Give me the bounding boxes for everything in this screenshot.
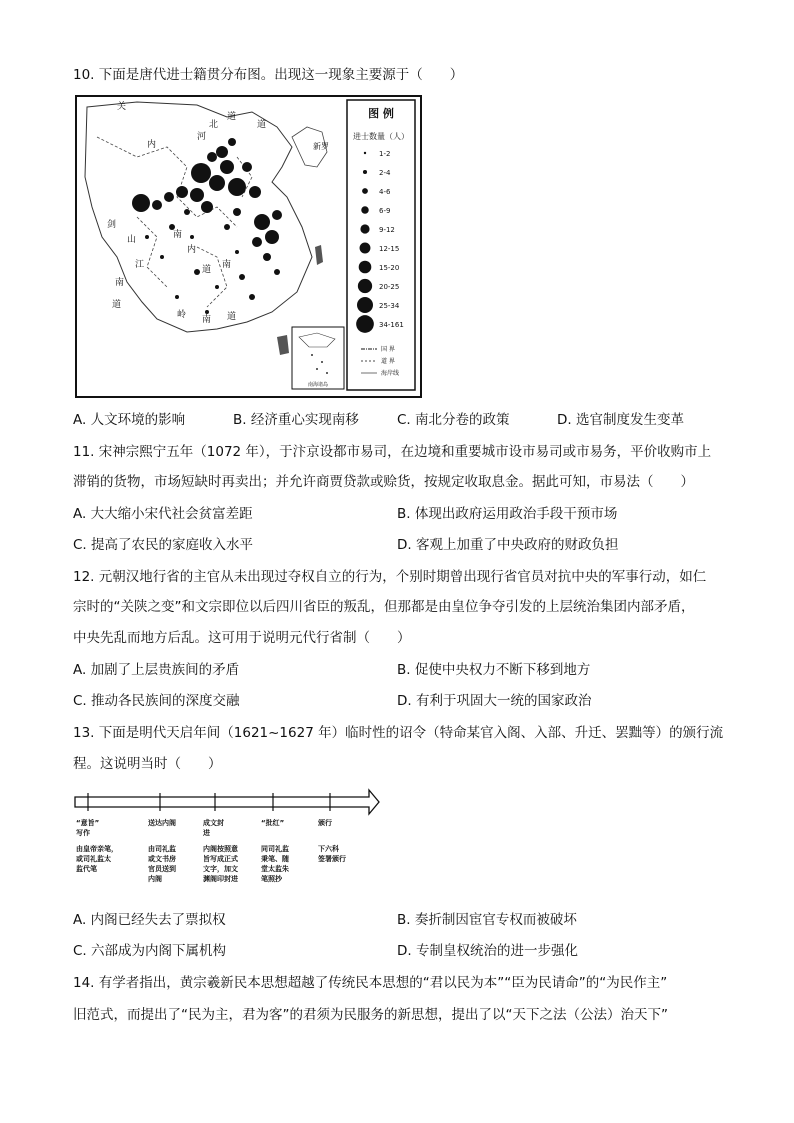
q13-line-1: 13. 下面是明代天启年间（1621~1627 年）临时性的诏令（特命某官入阁、入部、升迁、罢黜等）的颁行流 — [73, 725, 724, 741]
jinshi-dot — [176, 186, 188, 198]
hainan-island — [277, 335, 289, 355]
q12-option-c[interactable]: C. 推动各民族间的深度交融 — [73, 693, 240, 709]
jinshi-dots — [132, 138, 282, 314]
map-label-18: 南 — [202, 315, 212, 325]
jinshi-dot — [263, 253, 271, 261]
legend-dot — [360, 243, 371, 254]
q11-option-d[interactable]: D. 客观上加重了中央政府的财政负担 — [397, 537, 619, 553]
map-label-6: 道 — [257, 120, 267, 130]
jinshi-dot — [207, 152, 217, 162]
flow-step-desc: 或文书房 — [148, 855, 176, 863]
legend-title: 图 例 — [368, 107, 394, 120]
q10-option-d[interactable]: D. 选官制度发生变革 — [557, 412, 684, 428]
flow-step-desc: 或司礼监太 — [76, 855, 111, 863]
flow-step-title: “意旨” — [76, 819, 100, 827]
legend-dot — [364, 152, 366, 154]
legend-dot — [360, 224, 369, 233]
map-label-15: 道 — [202, 265, 212, 275]
legend-dot — [361, 206, 369, 214]
jinshi-dot — [252, 237, 262, 247]
flow-step-desc: 下六科 — [318, 845, 339, 853]
south-china-sea-inset — [292, 327, 344, 389]
map-svg — [77, 97, 420, 396]
line-legend-3: 海岸线 — [381, 370, 400, 377]
flow-arrow — [75, 790, 379, 814]
q12-line-1: 12. 元朝汉地行省的主官从未出现过夺权自立的行为，个别时期曾出现行省官员对抗中央的军事行动，如仁 — [73, 569, 707, 585]
flow-step-desc: 笔照抄 — [261, 875, 282, 883]
jinshi-dot — [242, 162, 252, 172]
jinshi-dot — [205, 310, 209, 314]
jinshi-dot — [249, 294, 255, 300]
map-label-13: 道 — [112, 300, 122, 310]
line-legend-2: 道 界 — [381, 358, 395, 365]
map-legend — [347, 100, 415, 390]
jinshi-dot — [228, 178, 246, 196]
map-label-14: 内 — [187, 245, 197, 255]
jinshi-dot — [132, 194, 150, 212]
jinshi-dot — [201, 201, 213, 213]
flow-step-title: “批红” — [261, 819, 285, 827]
legend-label: 1-2 — [379, 150, 391, 158]
jinshi-dot — [274, 269, 280, 275]
jinshi-dot — [160, 255, 164, 259]
q11-option-a[interactable]: A. 大大缩小宋代社会贫富差距 — [73, 506, 253, 522]
jinshi-dot — [164, 192, 174, 202]
flow-step-desc: 堂太监朱 — [261, 865, 289, 873]
jinshi-dot — [175, 295, 179, 299]
q13-option-c[interactable]: C. 六部成为内阁下属机构 — [73, 943, 227, 959]
legend-dot — [357, 297, 373, 313]
map-label-7: 新罗 — [313, 142, 329, 151]
q10-option-c[interactable]: C. 南北分卷的政策 — [397, 412, 510, 428]
jinshi-dot — [216, 146, 228, 158]
flow-step-title: 颁行 — [318, 819, 332, 827]
legend-dot — [356, 315, 374, 333]
jinshi-dot — [152, 200, 162, 210]
q11-option-b[interactable]: B. 体现出政府运用政治手段干预市场 — [397, 506, 618, 522]
taiwan-island — [315, 245, 323, 265]
map-label-4: 北 — [209, 120, 219, 130]
flow-step-title: 成文封 — [203, 819, 224, 827]
jinshi-dot — [272, 210, 282, 220]
map-label-2: 内 — [147, 140, 157, 150]
q14-line-1: 14. 有学者指出，黄宗羲新民本思想超越了传统民本思想的“君以民为本”“臣为民请命”的“为民作主” — [73, 975, 668, 991]
flow-step-desc: 秉笔、随 — [261, 855, 289, 863]
tang-jinshi-map — [75, 95, 422, 398]
map-label-17: 岭 — [177, 310, 187, 320]
flow-step-desc: 内阁按照意 — [203, 845, 238, 853]
jinshi-dot — [184, 209, 190, 215]
legend-label: 15-20 — [379, 264, 400, 272]
flow-step-desc: 官员送到 — [148, 865, 176, 873]
legend-label: 25-34 — [379, 302, 400, 310]
line-legend-1: 国 界 — [381, 346, 395, 353]
map-label-3: 河 — [197, 132, 207, 142]
flow-step-desc: 旨写成正式 — [203, 855, 238, 863]
flow-step-title: 进 — [203, 829, 210, 837]
flow-step-desc: 监代笔 — [76, 865, 97, 873]
flow-step-desc: 由司礼监 — [148, 845, 176, 853]
legend-dot — [359, 261, 372, 274]
jinshi-dot — [233, 208, 241, 216]
edict-flow-diagram — [73, 785, 383, 893]
flow-step-desc: 同司礼监 — [261, 845, 289, 853]
q12-line-2: 宗时的“关陕之变”和文宗即位以后四川省臣的叛乱，但那都是由皇位争夺引发的上层统治集团内部矛盾， — [73, 599, 695, 615]
legend-label: 6-9 — [379, 207, 391, 215]
jinshi-dot — [254, 214, 270, 230]
jinshi-dot — [190, 235, 194, 239]
map-label-16: 南 — [222, 260, 232, 270]
jinshi-dot — [224, 224, 230, 230]
q13-option-b[interactable]: B. 奏折制因宦官专权而被破坏 — [397, 912, 577, 928]
q13-option-a[interactable]: A. 内阁已经失去了票拟权 — [73, 912, 226, 928]
q10-option-b[interactable]: B. 经济重心实现南移 — [233, 412, 359, 428]
map-label-5: 道 — [227, 112, 237, 122]
q11-line-1: 11. 宋神宗熙宁五年（1072 年），于汴京设都市易司，在边境和重要城市设市易司或市易务，平价收购市上 — [73, 444, 712, 460]
q11-line-2: 滞销的货物，市场短缺时再卖出；并允许商贾贷款或赊货，按规定收取息金。据此可知，市易法（ ） — [73, 474, 694, 490]
legend-subtitle: 进士数量（人） — [353, 132, 409, 141]
q10-stem: 10. 下面是唐代进士籍贯分布图。出现这一现象主要源于（ ） — [73, 67, 464, 83]
jinshi-dot — [235, 250, 239, 254]
jinshi-dot — [190, 188, 204, 202]
flow-step-desc: 由皇帝亲笔， — [76, 845, 118, 853]
map-label-11: 江 — [135, 260, 145, 270]
legend-label: 4-6 — [379, 188, 391, 196]
map-label-1: 关 — [117, 102, 127, 112]
jinshi-dot — [191, 163, 211, 183]
q12-option-b[interactable]: B. 促使中央权力不断下移到地方 — [397, 662, 591, 678]
legend-dot — [362, 188, 368, 194]
map-label-9: 南 — [173, 230, 183, 240]
flow-step-desc: 内阁 — [148, 875, 162, 883]
q14-line-2: 旧范式，而提出了“民为主，君为客”的君须为民服务的新思想，提出了以“天下之法（公法）治天下” — [73, 1007, 668, 1023]
jinshi-dot — [228, 138, 236, 146]
map-label-10: 剑 — [107, 220, 117, 230]
q12-option-d[interactable]: D. 有利于巩固大一统的国家政治 — [397, 693, 592, 709]
legend-label: 2-4 — [379, 169, 391, 177]
jinshi-dot — [215, 285, 219, 289]
flow-step-desc: 文字，加文 — [203, 865, 238, 873]
jinshi-dot — [194, 269, 200, 275]
jinshi-dot — [220, 160, 234, 174]
jinshi-dot — [249, 186, 261, 198]
flow-step-title: 写作 — [76, 829, 90, 837]
q11-option-c[interactable]: C. 提高了农民的家庭收入水平 — [73, 537, 254, 553]
q10-option-a[interactable]: A. 人文环境的影响 — [73, 412, 186, 428]
legend-dot — [363, 170, 367, 174]
legend-label: 34-161 — [379, 321, 404, 329]
flow-step-title: 送达内阁 — [148, 819, 176, 827]
map-label-12: 南 — [115, 278, 125, 288]
q13-option-d[interactable]: D. 专制皇权统治的进一步强化 — [397, 943, 578, 959]
jinshi-dot — [169, 224, 175, 230]
inset-label: 南海诸岛 — [307, 382, 329, 388]
jinshi-dot — [145, 235, 149, 239]
flow-svg — [73, 785, 383, 893]
map-label-19: 道 — [227, 312, 237, 322]
flow-step-desc: 渊阁印封进 — [203, 875, 238, 883]
legend-label: 20-25 — [379, 283, 400, 291]
q12-option-a[interactable]: A. 加剧了上层贵族间的矛盾 — [73, 662, 240, 678]
q13-line-2: 程。这说明当时（ ） — [73, 756, 222, 772]
legend-dot — [358, 279, 372, 293]
jinshi-dot — [265, 230, 279, 244]
legend-label: 12-15 — [379, 245, 400, 253]
jinshi-dot — [209, 175, 225, 191]
q12-line-3: 中央先乱而地方后乱。这可用于说明元代行省制（ ） — [73, 630, 411, 646]
jinshi-dot — [239, 274, 245, 280]
flow-step-desc: 签署颁行 — [318, 855, 346, 863]
legend-label: 9-12 — [379, 226, 395, 234]
map-label-8: 山 — [127, 235, 137, 245]
